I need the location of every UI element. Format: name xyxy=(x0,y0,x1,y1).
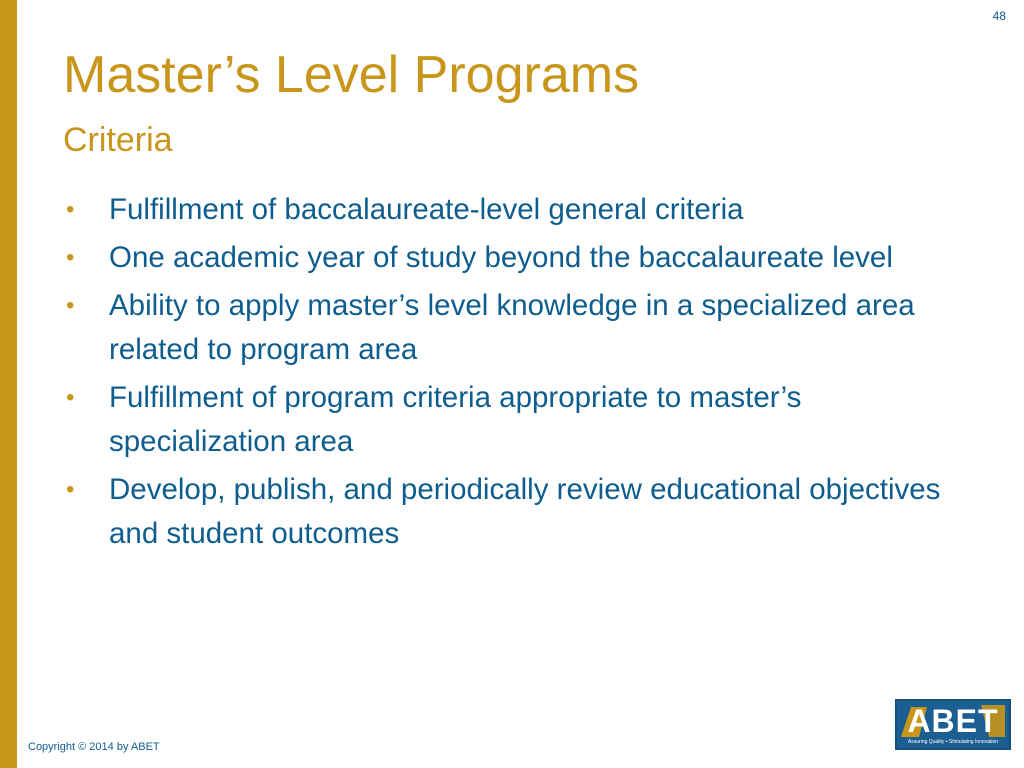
bullet-item xyxy=(66,284,946,372)
bullet-item xyxy=(66,188,946,232)
bullet-icon: • xyxy=(66,244,75,271)
bullet-text: Fulfillment of baccalaureate-level general criteria xyxy=(109,193,744,226)
copyright-footer: Copyright © 2014 by ABET xyxy=(28,741,160,753)
bullet-icon: • xyxy=(66,292,75,319)
bullet-text: Ability to apply master’s level knowledge in a specialized area related to program area xyxy=(109,289,915,366)
bullet-text: One academic year of study beyond the baccalaureate level xyxy=(109,241,893,274)
bullet-icon: • xyxy=(66,196,75,223)
left-accent-bar xyxy=(0,0,17,768)
bullet-icon: • xyxy=(66,476,75,503)
slide-title: Master’s Level Programs xyxy=(63,46,640,104)
bullet-text: Fulfillment of program criteria appropriate to master’s specialization area xyxy=(109,381,802,458)
slide-number: 48 xyxy=(992,9,1006,23)
abet-logo xyxy=(895,699,1011,750)
bullet-list xyxy=(66,188,946,560)
logo-tagline: Assuring Quality • Stimulating Innovation xyxy=(907,739,999,745)
bullet-text: Develop, publish, and periodically review educational objectives and student outcomes xyxy=(109,473,941,550)
bullet-item xyxy=(66,468,946,556)
bullet-item xyxy=(66,376,946,464)
bullet-icon: • xyxy=(66,384,75,411)
slide-subtitle: Criteria xyxy=(63,121,173,159)
logo-wordmark: ABET xyxy=(907,703,999,739)
bullet-item xyxy=(66,236,946,280)
